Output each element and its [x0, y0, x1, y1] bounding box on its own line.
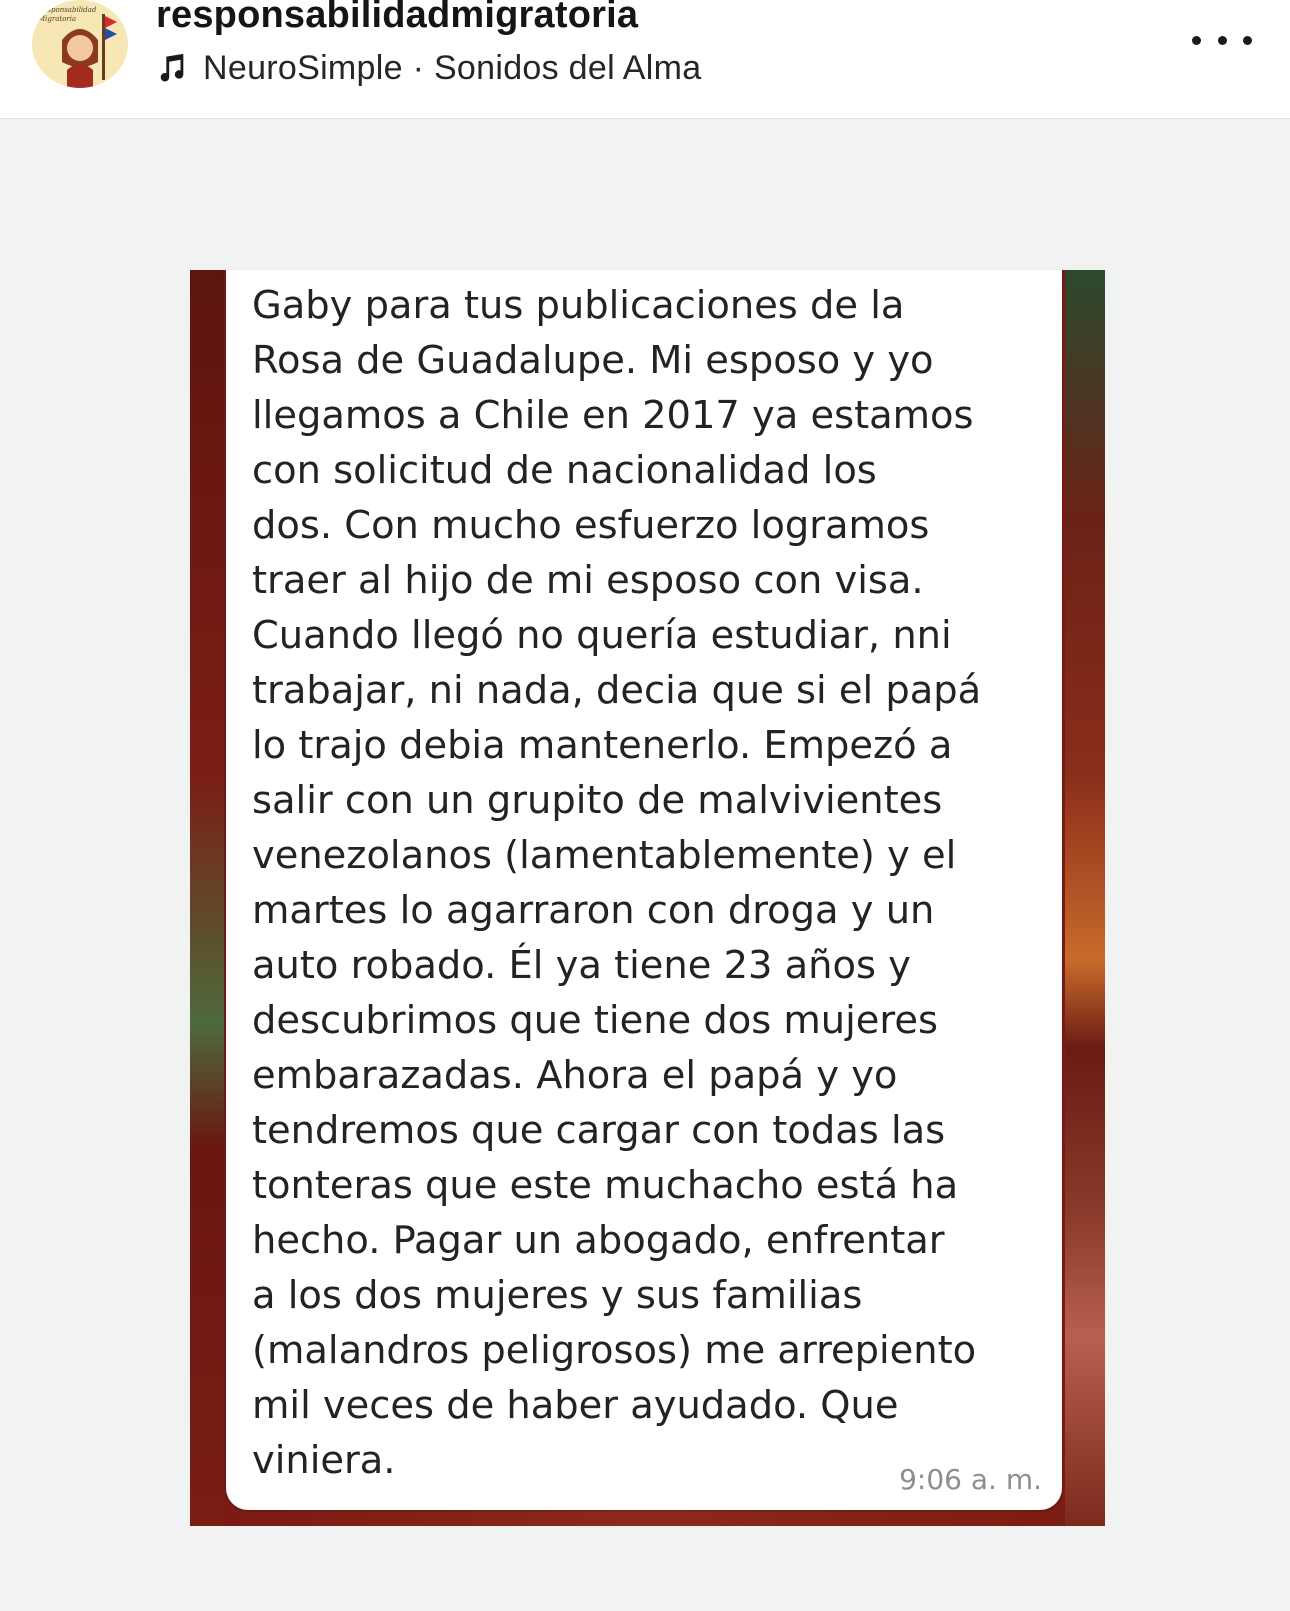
- wallpaper-left-stripe: [190, 270, 224, 1526]
- more-horizontal-icon: [1218, 36, 1227, 45]
- wallpaper-right-pattern: [1065, 270, 1105, 1526]
- chat-message-bubble: [226, 270, 1062, 1510]
- audio-label: NeuroSimple · Sonidos del Alma: [203, 48, 702, 87]
- message-text: Gaby para tus publicaciones de la Rosa de Guadalupe. Mi esposo y yo llegamos a Chile en 2017 ya estamos con solicitud de nacionalidad los dos. Con mucho esfuerzo logramos traer al hijo de mi esposo con visa. Cuando llegó no quería estudiar, nni trabajar, ni nada, decia que si el papá lo trajo debia mantenerlo. Empezó a salir con un grupito de malvivientes venezolanos (lamentablemente) y el martes lo agarraron con droga y un auto robado. Él ya tiene 23 años y descubrimos que tiene dos mujeres embarazadas. Ahora el papá y yo tendremos que cargar con todas las tonteras que este muchacho está ha hecho. Pagar un abogado, enfrentar a los dos mujeres y sus familias (malandros peligrosos) me arrepiento mil veces de haber ayudado. Que viniera.: [252, 283, 982, 1483]
- post-media[interactable]: [0, 119, 1290, 1611]
- profile-avatar[interactable]: [32, 0, 128, 88]
- avatar-text: Responsabilidad Migratoria: [38, 6, 97, 23]
- message-timestamp: 9:06 a. m.: [899, 1463, 1042, 1496]
- username[interactable]: responsabilidadmigratoria: [156, 0, 639, 36]
- audio-attribution[interactable]: [155, 46, 701, 90]
- music-note-icon: [155, 51, 189, 85]
- more-horizontal-icon: [1243, 36, 1252, 45]
- more-horizontal-icon: [1192, 36, 1201, 45]
- post-header: [0, 0, 1290, 119]
- more-options-button[interactable]: [1192, 20, 1252, 60]
